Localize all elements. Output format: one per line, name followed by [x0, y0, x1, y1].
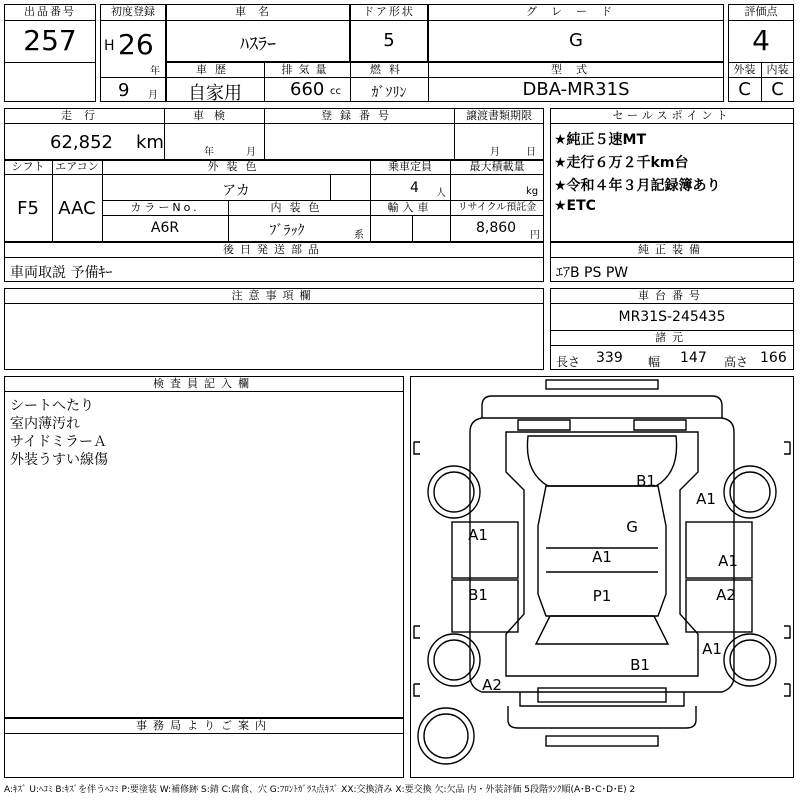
capacity-header: 乗車定員	[388, 160, 432, 173]
max-load-header: 最大積載量	[469, 160, 525, 173]
damage-mark: A2	[482, 676, 502, 694]
transfer-deadline-header: 譲渡書類期限	[466, 109, 532, 122]
damage-mark: A1	[718, 552, 738, 570]
lot-number-header: 出品番号	[24, 5, 76, 18]
exterior-score-header: 外装	[733, 63, 756, 76]
mileage-unit: km	[136, 132, 164, 153]
displacement-value: 660	[290, 79, 325, 100]
transfer-day-unit: 日	[526, 147, 536, 158]
first-registration-header: 初度登録	[111, 5, 155, 18]
score-header: 評価点	[744, 5, 778, 18]
grade-value: G	[569, 30, 583, 51]
aircon-header: エアコン	[55, 160, 99, 173]
damage-mark: B1	[636, 472, 656, 490]
interior-color-unit: 系	[354, 230, 364, 241]
genuine-equipment-header: 純正装備	[638, 243, 706, 256]
damage-mark: P1	[592, 587, 612, 605]
history-header: 車歴	[196, 63, 234, 76]
height-label: 高さ	[724, 355, 749, 369]
car-damage-diagram	[410, 376, 794, 778]
plate-header: 登録番号	[321, 109, 397, 122]
car-name-value: ﾊｽﾗｰ	[240, 34, 276, 55]
width-label: 幅	[648, 355, 661, 369]
capacity-value: 4	[410, 180, 419, 196]
max-load-unit: kg	[526, 186, 539, 197]
office-header: 事務局よりご案内	[136, 719, 272, 732]
inspection-year-unit: 年	[204, 147, 214, 158]
mileage-header: 走行	[61, 109, 107, 122]
registration-year: 26	[118, 28, 154, 61]
sales-point-item: ★純正５速MT	[554, 132, 647, 148]
lot-number-value: 257	[23, 24, 77, 57]
door-value: 5	[383, 30, 395, 51]
width-value: 147	[680, 350, 707, 366]
exterior-score-value: C	[738, 79, 751, 100]
fuel-header: 燃料	[370, 63, 408, 76]
grade-header: グレード	[526, 5, 626, 18]
registration-month-unit: 月	[148, 90, 158, 101]
model-header: 型式	[551, 63, 601, 76]
car-name-header: 車名	[235, 5, 281, 18]
displacement-header: 排気量	[281, 63, 333, 76]
sales-point-item: ★令和４年３月記録簿あり	[554, 178, 721, 194]
damage-mark: B1	[468, 586, 488, 604]
inspection-month-unit: 月	[246, 147, 256, 158]
sales-point-item: ★ETC	[554, 198, 596, 214]
damage-mark: A2	[716, 586, 736, 604]
damage-mark: B1	[630, 656, 650, 674]
shift-header: シフト	[11, 160, 45, 173]
height-value: 166	[760, 350, 787, 366]
length-label: 長さ	[556, 355, 581, 369]
sales-points-header: セールスポイント	[612, 109, 732, 122]
chassis-value: MR31S-245435	[618, 309, 726, 325]
transfer-month-unit: 月	[490, 147, 500, 158]
inspection-header: 車検	[193, 109, 235, 122]
notes-header: 注意事項欄	[231, 289, 317, 302]
history-value: 自家用	[188, 83, 242, 104]
dimensions-header: 諸元	[655, 331, 689, 344]
inspector-note: サイドミラーＡ	[10, 434, 108, 450]
damage-mark: G	[626, 518, 638, 536]
length-value: 339	[596, 350, 623, 366]
recycle-value: 8,860	[476, 220, 517, 236]
inspector-note: 室内薄汚れ	[10, 416, 80, 432]
registration-era: H	[104, 38, 115, 54]
inspector-note: 外装うすい線傷	[10, 452, 108, 468]
shift-value: F5	[17, 198, 39, 219]
later-parts-header: 後日発送部品	[223, 243, 325, 256]
aircon-value: AAC	[58, 198, 96, 219]
interior-color-header: 内装色	[270, 201, 328, 214]
score-value: 4	[752, 24, 770, 57]
genuine-equipment-value: ｴｱB PS PW	[556, 265, 629, 281]
mileage-value: 62,852	[50, 132, 113, 153]
color-no-header: カラーNo.	[130, 201, 200, 214]
import-header: 輸入車	[387, 201, 433, 214]
registration-month: 9	[118, 80, 130, 101]
fuel-value: ｶﾞｿﾘﾝ	[371, 85, 407, 101]
exterior-color-value: アカ	[222, 183, 250, 199]
door-header: ドア形状	[363, 5, 415, 18]
registration-year-unit: 年	[150, 66, 160, 77]
damage-mark: A1	[702, 640, 722, 658]
sales-point-item: ★走行６万２千km台	[554, 155, 689, 171]
interior-score-header: 内装	[766, 63, 789, 76]
interior-score-value: C	[771, 79, 784, 100]
later-parts-value: 車両取説 予備ｷｰ	[10, 265, 113, 281]
recycle-header: リサイクル預託金	[457, 202, 537, 213]
legend: A:ｷｽﾞ U:ﾍｺﾐ B:ｷｽﾞを伴うﾍｺﾐ P:要塗装 W:補修跡 S:錆 C:腐食、穴 G:ﾌﾛﾝﾄｶﾞﾗｽ点ｷｽﾞ XX:交換済み X:要交換 欠:欠品 内・外装評価 5段階ﾗﾝｸ順(A･B･C･D･E) 2	[4, 785, 636, 795]
inspector-header: 検査員記入欄	[153, 377, 255, 390]
color-no-value: A6R	[150, 220, 180, 236]
exterior-color-header: 外装色	[207, 160, 265, 173]
displacement-unit: cc	[330, 86, 341, 97]
interior-color-value: ﾌﾞﾗｯｸ	[269, 223, 305, 239]
capacity-unit: 人	[436, 188, 446, 199]
damage-mark: A1	[696, 490, 716, 508]
damage-mark: A1	[592, 548, 612, 566]
damage-mark: A1	[468, 526, 488, 544]
chassis-header: 車台番号	[638, 289, 706, 302]
inspector-note: シートへたり	[10, 398, 94, 414]
model-value: DBA-MR31S	[522, 79, 630, 100]
recycle-unit: 円	[530, 230, 540, 241]
